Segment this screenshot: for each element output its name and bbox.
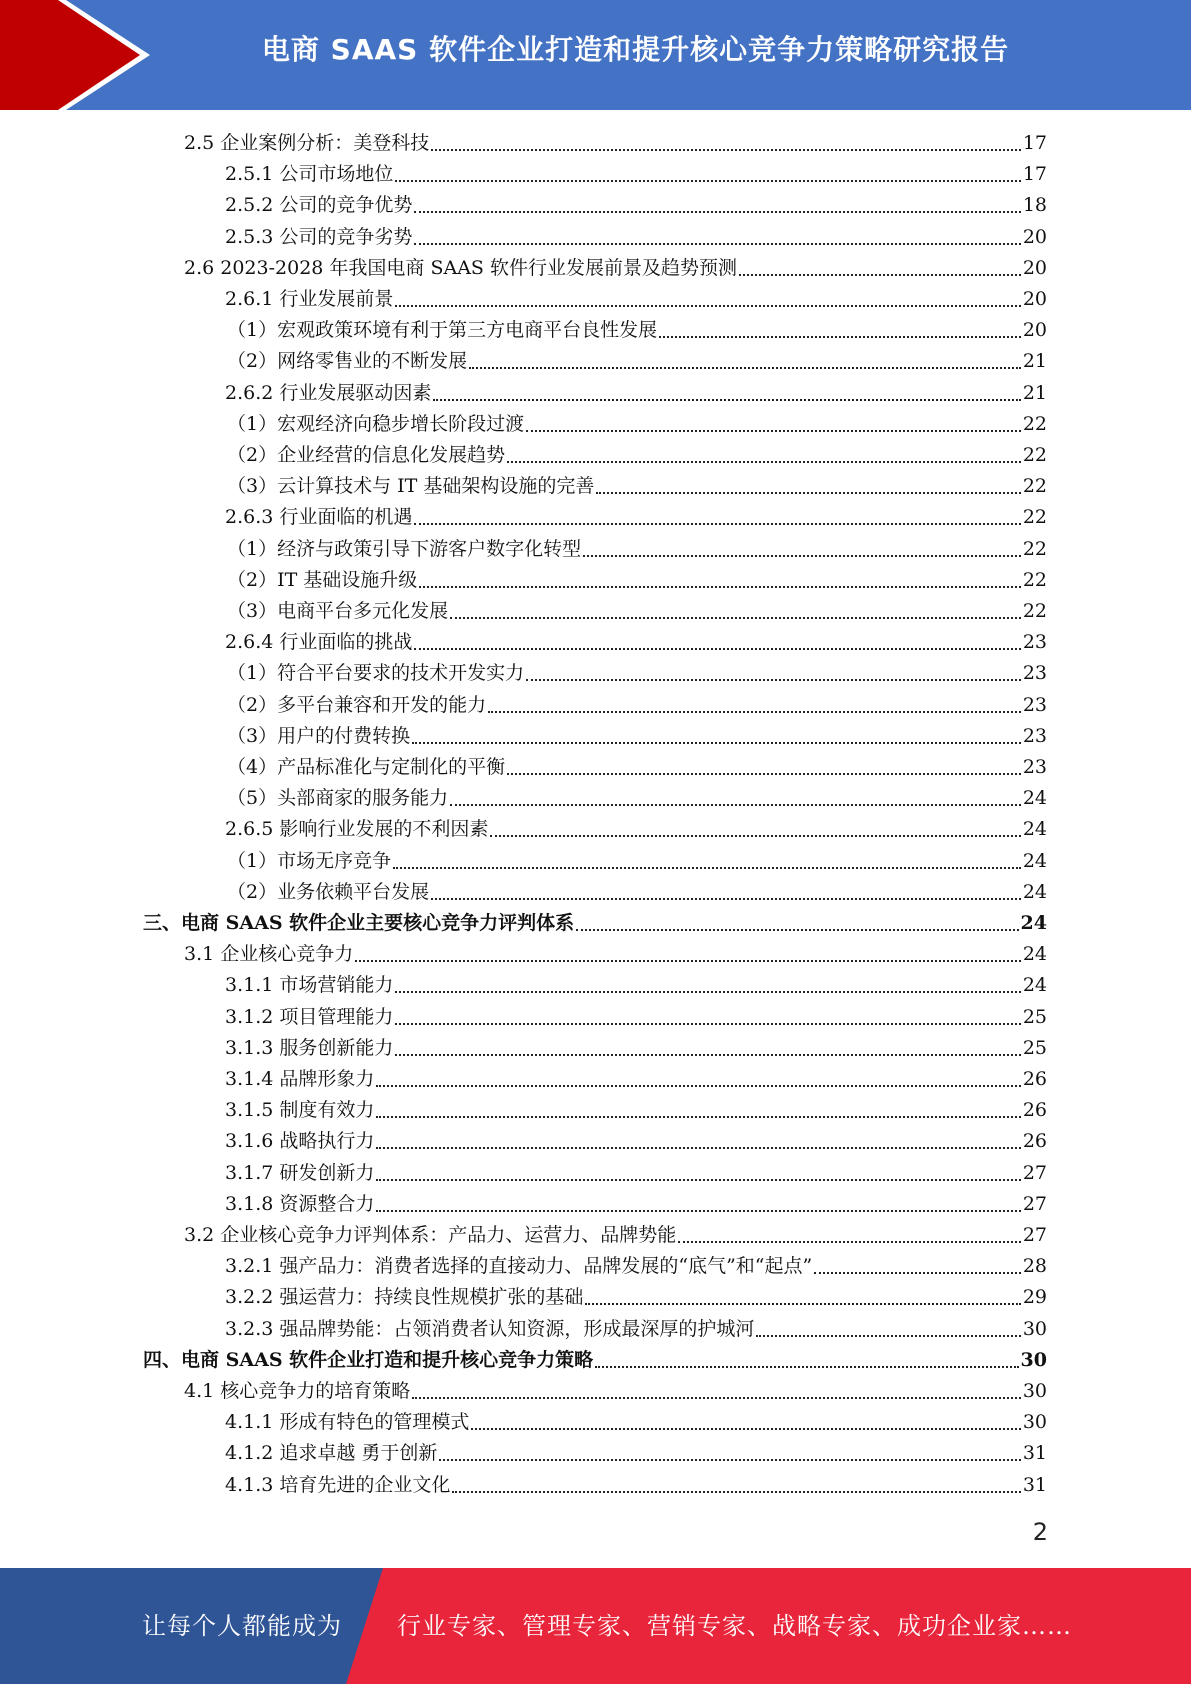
toc-entry-label: （2）网络零售业的不断发展 bbox=[227, 350, 468, 373]
toc-entry[interactable] bbox=[225, 1470, 1047, 1501]
toc-dot-leader bbox=[431, 149, 1021, 151]
toc-entry-label: （3）云计算技术与 IT 基础架构设施的完善 bbox=[227, 475, 595, 498]
toc-entry-page: 24 bbox=[1022, 974, 1047, 997]
toc-entry[interactable] bbox=[227, 752, 1047, 783]
toc-dot-leader bbox=[376, 1210, 1020, 1212]
toc-entry-page: 24 bbox=[1022, 818, 1047, 841]
toc-entry-page: 20 bbox=[1022, 319, 1047, 342]
toc-entry[interactable] bbox=[225, 1438, 1047, 1469]
toc-entry-label: 3.1.7 研发创新力 bbox=[225, 1161, 375, 1184]
toc-entry-page: 22 bbox=[1022, 568, 1047, 591]
toc-entry-page: 21 bbox=[1022, 350, 1047, 373]
toc-entry-label: （1）市场无序竞争 bbox=[227, 849, 392, 872]
toc-entry-page: 31 bbox=[1022, 1442, 1047, 1465]
page-header bbox=[0, 0, 1191, 110]
toc-entry-page: 31 bbox=[1022, 1473, 1047, 1496]
toc-dot-leader bbox=[414, 243, 1020, 245]
toc-entry[interactable] bbox=[227, 471, 1047, 502]
toc-dot-leader bbox=[419, 586, 1021, 588]
toc-entry[interactable] bbox=[227, 846, 1047, 877]
footer-slogan-right: 行业专家、管理专家、营销专家、战略专家、成功企业家…… bbox=[397, 1612, 1072, 1640]
toc-entry-page: 21 bbox=[1022, 381, 1047, 404]
toc-entry-label: （3）电商平台多元化发展 bbox=[227, 600, 449, 622]
footer-slogan-left: 让每个人都能成为 bbox=[142, 1612, 342, 1640]
toc-entry-page: 30 bbox=[1020, 1348, 1047, 1371]
toc-entry-label: 3.1.8 资源整合力 bbox=[225, 1192, 375, 1215]
toc-entry-label: 4.1 核心竞争力的培育策略 bbox=[184, 1380, 411, 1402]
toc-entry[interactable] bbox=[225, 1282, 1047, 1313]
toc-entry-label: 三、电商 SAAS 软件企业主要核心竞争力评判体系 bbox=[143, 912, 575, 934]
toc-entry-label: 3.1.2 项目管理能力 bbox=[225, 1005, 394, 1028]
toc-entry[interactable] bbox=[225, 1002, 1047, 1033]
toc-entry-page: 23 bbox=[1022, 693, 1047, 716]
toc-entry-label: （2）多平台兼容和开发的能力 bbox=[227, 693, 487, 716]
toc-dot-leader bbox=[395, 1054, 1020, 1056]
toc-entry[interactable] bbox=[225, 1033, 1047, 1064]
toc-entry[interactable] bbox=[225, 970, 1047, 1001]
toc-entry-page: 30 bbox=[1022, 1411, 1047, 1434]
toc-entry[interactable] bbox=[225, 1064, 1047, 1095]
toc-entry-label: 3.2.3 强品牌势能：占领消费者认知资源，形成最深厚的护城河 bbox=[225, 1317, 755, 1340]
toc-entry-page: 24 bbox=[1022, 880, 1047, 903]
toc-entry-label: （1）宏观政策环境有利于第三方电商平台良性发展 bbox=[227, 319, 658, 342]
toc-entry-page: 23 bbox=[1022, 662, 1047, 685]
toc-dot-leader bbox=[659, 336, 1021, 338]
toc-dot-leader bbox=[490, 835, 1020, 837]
toc-dot-leader bbox=[585, 1303, 1020, 1305]
toc-dot-leader bbox=[595, 1366, 1018, 1368]
toc-entry-page: 20 bbox=[1022, 256, 1047, 279]
toc-entry-page: 17 bbox=[1022, 163, 1047, 186]
toc-entry[interactable] bbox=[227, 658, 1047, 689]
toc-entry-label: （1）符合平台要求的技术开发实力 bbox=[227, 662, 525, 685]
toc-entry-label: 3.1.3 服务创新能力 bbox=[225, 1036, 394, 1059]
toc-entry-label: 2.6.1 行业发展前景 bbox=[225, 288, 394, 310]
toc-entry[interactable] bbox=[227, 534, 1047, 565]
toc-entry-page: 18 bbox=[1022, 194, 1047, 217]
toc-entry[interactable] bbox=[225, 627, 1047, 658]
toc-entry[interactable] bbox=[225, 159, 1047, 190]
toc-dot-leader bbox=[433, 399, 1020, 401]
toc-entry[interactable] bbox=[225, 1095, 1047, 1126]
toc-entry[interactable] bbox=[184, 939, 1047, 970]
toc-entry-page: 22 bbox=[1022, 537, 1047, 560]
toc-entry-page: 20 bbox=[1022, 225, 1047, 248]
toc-entry-label: 2.5.1 公司市场地位 bbox=[225, 163, 394, 186]
toc-dot-leader bbox=[395, 991, 1020, 993]
toc-entry-label: （3）用户的付费转换 bbox=[227, 724, 411, 747]
toc-dot-leader bbox=[395, 1023, 1020, 1025]
toc-entry-label: 2.6.2 行业发展驱动因素 bbox=[225, 381, 432, 404]
toc-entry[interactable] bbox=[225, 1158, 1047, 1189]
toc-dot-leader bbox=[450, 617, 1021, 619]
toc-dot-leader bbox=[355, 960, 1021, 962]
toc-entry[interactable] bbox=[184, 1220, 1047, 1251]
toc-dot-leader bbox=[526, 430, 1021, 432]
toc-entry-page: 23 bbox=[1022, 631, 1047, 654]
toc-dot-leader bbox=[395, 305, 1020, 307]
toc-entry-label: 2.5 企业案例分析：美登科技 bbox=[184, 132, 430, 154]
toc-entry-page: 30 bbox=[1022, 1317, 1047, 1340]
toc-dot-leader bbox=[596, 492, 1020, 494]
toc-entry-page: 24 bbox=[1020, 912, 1047, 934]
toc-dot-leader bbox=[488, 711, 1021, 713]
toc-entry[interactable] bbox=[227, 596, 1047, 627]
toc-dot-leader bbox=[452, 1491, 1020, 1493]
toc-entry-label: （5）头部商家的服务能力 bbox=[227, 787, 449, 810]
toc-entry[interactable] bbox=[225, 1126, 1047, 1157]
toc-entry-page: 28 bbox=[1022, 1255, 1047, 1278]
report-title: 电商 SAAS 软件企业打造和提升核心竞争力策略研究报告 bbox=[261, 33, 1010, 66]
toc-entry-page: 27 bbox=[1022, 1161, 1047, 1184]
toc-entry-page: 30 bbox=[1022, 1380, 1047, 1402]
toc-entry-label: 2.6 2023-2028 年我国电商 SAAS 软件行业发展前景及趋势预测 bbox=[184, 256, 737, 279]
toc-entry-page: 22 bbox=[1022, 412, 1047, 435]
toc-dot-leader bbox=[471, 1428, 1020, 1430]
toc-dot-leader bbox=[469, 367, 1021, 369]
toc-entry[interactable] bbox=[143, 908, 1047, 939]
toc-entry-label: 2.5.2 公司的竞争优势 bbox=[225, 194, 413, 217]
toc-entry[interactable] bbox=[225, 190, 1047, 221]
toc-entry-label: 四、电商 SAAS 软件企业打造和提升核心竞争力策略 bbox=[143, 1348, 594, 1371]
toc-entry[interactable] bbox=[225, 1314, 1047, 1345]
toc-entry[interactable] bbox=[227, 783, 1047, 814]
toc-entry-label: 3.2.1 强产品力：消费者选择的直接动力、品牌发展的“底气”和“起点” bbox=[225, 1255, 813, 1278]
toc-dot-leader bbox=[450, 804, 1021, 806]
toc-dot-leader bbox=[814, 1272, 1021, 1274]
toc-dot-leader bbox=[526, 679, 1021, 681]
toc-dot-leader bbox=[393, 867, 1021, 869]
toc-entry-label: 3.1.5 制度有效力 bbox=[225, 1099, 375, 1122]
toc-entry-label: 2.6.4 行业面临的挑战 bbox=[225, 631, 413, 654]
toc-entry[interactable] bbox=[225, 814, 1047, 845]
toc-entry[interactable] bbox=[225, 1189, 1047, 1220]
toc-dot-leader bbox=[431, 898, 1021, 900]
toc-entry-page: 24 bbox=[1022, 849, 1047, 872]
header-arrow-decoration bbox=[0, 0, 170, 110]
toc-dot-leader bbox=[678, 1241, 1021, 1243]
toc-entry-label: （1）经济与政策引导下游客户数字化转型 bbox=[227, 537, 582, 560]
toc-entry[interactable] bbox=[227, 409, 1047, 440]
toc-entry-label: 4.1.2 追求卓越 勇于创新 bbox=[225, 1442, 438, 1465]
toc-entry-label: 4.1.3 培育先进的企业文化 bbox=[225, 1473, 451, 1496]
toc-entry-label: （2）业务依赖平台发展 bbox=[227, 880, 430, 903]
toc-entry[interactable] bbox=[227, 346, 1047, 377]
toc-entry[interactable] bbox=[184, 128, 1047, 159]
toc-dot-leader bbox=[376, 1085, 1020, 1087]
toc-entry-page: 26 bbox=[1022, 1130, 1047, 1153]
page-number: 2 bbox=[1032, 1518, 1048, 1546]
toc-entry[interactable] bbox=[227, 877, 1047, 908]
toc-dot-leader bbox=[756, 1335, 1020, 1337]
toc-entry-label: （2）企业经营的信息化发展趋势 bbox=[227, 444, 506, 466]
toc-entry-page: 22 bbox=[1022, 506, 1047, 529]
toc-dot-leader bbox=[507, 773, 1021, 775]
toc-entry-label: 3.1 企业核心竞争力 bbox=[184, 943, 354, 966]
toc-dot-leader bbox=[414, 523, 1020, 525]
toc-entry-page: 17 bbox=[1022, 132, 1047, 154]
toc-entry-label: 3.2.2 强运营力：持续良性规模扩张的基础 bbox=[225, 1286, 584, 1309]
toc-entry[interactable] bbox=[227, 440, 1047, 471]
toc-entry-label: 2.6.3 行业面临的机遇 bbox=[225, 506, 413, 529]
toc-entry-page: 24 bbox=[1022, 943, 1047, 966]
toc-entry-page: 26 bbox=[1022, 1099, 1047, 1122]
toc-entry-label: 4.1.1 形成有特色的管理模式 bbox=[225, 1411, 470, 1434]
toc-dot-leader bbox=[507, 461, 1021, 463]
toc-dot-leader bbox=[412, 742, 1021, 744]
toc-entry[interactable] bbox=[184, 1376, 1047, 1407]
toc-entry-label: （4）产品标准化与定制化的平衡 bbox=[227, 756, 506, 778]
toc-entry-label: （1）宏观经济向稳步增长阶段过渡 bbox=[227, 412, 525, 435]
toc-dot-leader bbox=[414, 648, 1020, 650]
toc-entry-page: 29 bbox=[1022, 1286, 1047, 1309]
toc-entry[interactable] bbox=[143, 1345, 1047, 1376]
toc-dot-leader bbox=[376, 1179, 1020, 1181]
toc-entry[interactable] bbox=[227, 315, 1047, 346]
toc-entry[interactable] bbox=[225, 1407, 1047, 1438]
toc-entry[interactable] bbox=[227, 565, 1047, 596]
toc-entry-page: 25 bbox=[1022, 1036, 1047, 1059]
toc-dot-leader bbox=[583, 555, 1021, 557]
toc-entry[interactable] bbox=[225, 378, 1047, 409]
toc-entry[interactable] bbox=[225, 222, 1047, 253]
toc-entry-page: 22 bbox=[1022, 444, 1047, 466]
toc-entry-label: （2）IT 基础设施升级 bbox=[227, 568, 418, 591]
toc-dot-leader bbox=[376, 1147, 1020, 1149]
toc-entry[interactable] bbox=[227, 721, 1047, 752]
toc-dot-leader bbox=[739, 274, 1021, 276]
toc-entry[interactable] bbox=[225, 284, 1047, 315]
toc-entry[interactable] bbox=[227, 690, 1047, 721]
toc-entry[interactable] bbox=[184, 253, 1047, 284]
toc-dot-leader bbox=[395, 180, 1020, 182]
page-footer bbox=[0, 1568, 1191, 1684]
toc-entry-page: 23 bbox=[1022, 724, 1047, 747]
toc-entry-page: 26 bbox=[1022, 1068, 1047, 1090]
toc-entry-label: 2.5.3 公司的竞争劣势 bbox=[225, 225, 413, 248]
toc-dot-leader bbox=[439, 1459, 1020, 1461]
toc-entry-page: 25 bbox=[1022, 1005, 1047, 1028]
toc-entry-page: 24 bbox=[1022, 787, 1047, 810]
toc-entry-label: 2.6.5 影响行业发展的不利因素 bbox=[225, 818, 489, 841]
toc-entry-page: 22 bbox=[1022, 600, 1047, 622]
toc-dot-leader bbox=[576, 929, 1018, 931]
toc-entry-label: 3.1.4 品牌形象力 bbox=[225, 1068, 375, 1090]
toc-entry-page: 20 bbox=[1022, 288, 1047, 310]
toc-dot-leader bbox=[376, 1116, 1020, 1118]
toc-entry-page: 27 bbox=[1022, 1224, 1047, 1246]
toc-entry-label: 3.2 企业核心竞争力评判体系：产品力、运营力、品牌势能 bbox=[184, 1224, 677, 1246]
toc-entry-page: 22 bbox=[1022, 475, 1047, 498]
toc-entry[interactable] bbox=[225, 1251, 1047, 1282]
toc-dot-leader bbox=[412, 1397, 1021, 1399]
toc-entry-page: 23 bbox=[1022, 756, 1047, 778]
toc-dot-leader bbox=[414, 211, 1020, 213]
toc-entry[interactable] bbox=[225, 502, 1047, 533]
toc-entry-label: 3.1.6 战略执行力 bbox=[225, 1130, 375, 1153]
toc-entry-label: 3.1.1 市场营销能力 bbox=[225, 974, 394, 997]
toc-entry-page: 27 bbox=[1022, 1192, 1047, 1215]
